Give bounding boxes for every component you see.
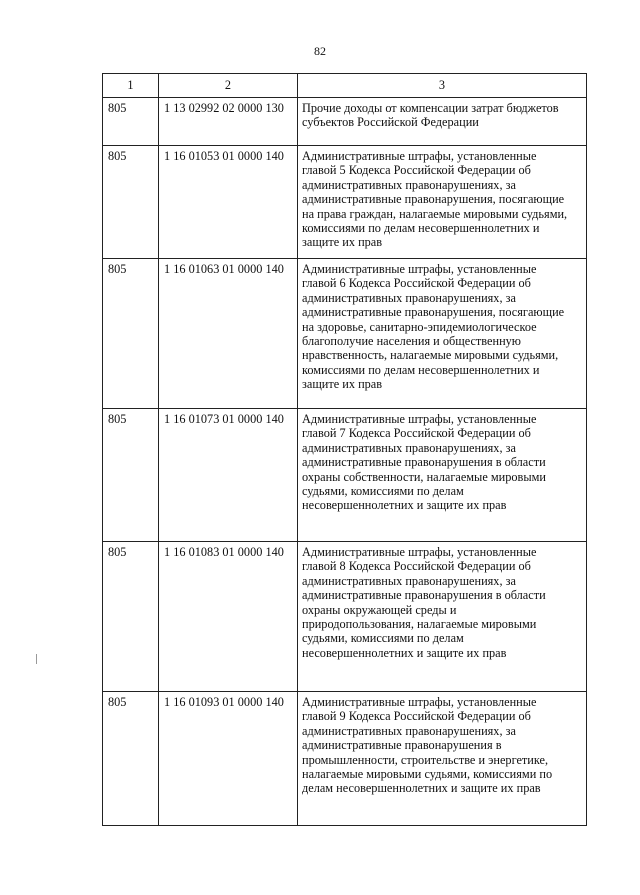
description-line: Административные штрафы, установленные	[302, 695, 537, 709]
scan-artifact	[36, 654, 37, 664]
table-row	[103, 259, 587, 409]
column-header-2: 2	[159, 74, 298, 98]
description-line: промышленности, строительстве и энергетике,	[302, 752, 549, 767]
revenue-description-cell	[298, 259, 587, 409]
revenue-codes-table	[102, 73, 587, 826]
description-line: административные правонарушения в	[302, 738, 502, 753]
description-line: защите их прав	[302, 235, 383, 250]
revenue-description-cell	[298, 542, 587, 692]
description-line: главой 7 Кодекса Российской Федерации об	[302, 426, 531, 441]
revenue-description-cell	[298, 692, 587, 826]
description-line: административных правонарушениях, за	[302, 573, 516, 588]
budget-classification-code-cell: 1 16 01083 01 0000 140	[159, 542, 298, 692]
admin-code-cell: 805	[103, 692, 159, 826]
description-line: защите их прав	[302, 377, 383, 392]
description-line: охраны окружающей среды и	[302, 602, 457, 617]
table-header-row	[103, 74, 587, 98]
table-row	[103, 98, 587, 146]
description-line: Административные штрафы, установленные	[302, 545, 537, 559]
budget-classification-code-cell: 1 16 01093 01 0000 140	[159, 692, 298, 826]
budget-classification-code-cell: 1 13 02992 02 0000 130	[159, 98, 298, 146]
description-line: административных правонарушениях, за	[302, 177, 516, 192]
description-line: нравственность, налагаемые мировыми судьями,	[302, 348, 559, 363]
revenue-description-cell	[298, 146, 587, 259]
table-row	[103, 542, 587, 692]
description-line: административных правонарушениях, за	[302, 290, 516, 305]
column-header-1: 1	[103, 74, 159, 98]
description-line: Прочие доходы от компенсации затрат бюджетов	[302, 101, 559, 115]
description-line: благополучие населения и общественную	[302, 334, 521, 349]
description-line: природопользования, налагаемые мировыми	[302, 617, 537, 632]
description-line: субъектов Российской Федерации	[302, 115, 479, 130]
budget-classification-code-cell: 1 16 01053 01 0000 140	[159, 146, 298, 259]
column-header-3: 3	[298, 74, 587, 98]
revenue-description-cell	[298, 409, 587, 542]
description-line: судьями, комиссиями по делам	[302, 631, 464, 646]
description-line: административные правонарушения в области	[302, 588, 546, 603]
table-row	[103, 409, 587, 542]
description-line: главой 8 Кодекса Российской Федерации об	[302, 559, 531, 574]
description-line: несовершеннолетних и защите их прав	[302, 498, 507, 513]
description-line: административные правонарушения в области	[302, 455, 546, 470]
description-line: на здоровье, санитарно-эпидемиологическое	[302, 319, 537, 334]
admin-code-cell: 805	[103, 542, 159, 692]
description-line: Административные штрафы, установленные	[302, 262, 537, 276]
admin-code-cell: 805	[103, 146, 159, 259]
admin-code-cell: 805	[103, 409, 159, 542]
description-line: главой 6 Кодекса Российской Федерации об	[302, 276, 531, 291]
description-line: Административные штрафы, установленные	[302, 412, 537, 426]
description-line: Административные штрафы, установленные	[302, 149, 537, 163]
page-number: 82	[314, 44, 326, 58]
description-line: комиссиями по делам несовершеннолетних и	[302, 362, 540, 377]
revenue-description-cell	[298, 98, 587, 146]
description-line: судьями, комиссиями по делам	[302, 484, 464, 499]
admin-code-cell: 805	[103, 98, 159, 146]
description-line: главой 9 Кодекса Российской Федерации об	[302, 709, 531, 724]
table-row	[103, 146, 587, 259]
description-line: на права граждан, налагаемые мировыми судьями,	[302, 206, 568, 221]
table-row	[103, 692, 587, 826]
budget-classification-code-cell: 1 16 01073 01 0000 140	[159, 409, 298, 542]
description-line: комиссиями по делам несовершеннолетних и	[302, 221, 540, 236]
description-line: налагаемые мировыми судьями, комиссиями по	[302, 767, 553, 782]
description-line: несовершеннолетних и защите их прав	[302, 645, 507, 660]
description-line: административные правонарушения, посягающие	[302, 192, 565, 207]
description-line: охраны собственности, налагаемые мировыми	[302, 469, 546, 484]
admin-code-cell: 805	[103, 259, 159, 409]
description-line: делам несовершеннолетних и защите их прав	[302, 781, 541, 796]
description-line: административные правонарушения, посягающие	[302, 305, 565, 320]
description-line: административных правонарушениях, за	[302, 723, 516, 738]
description-line: главой 5 Кодекса Российской Федерации об	[302, 163, 531, 178]
description-line: административных правонарушениях, за	[302, 440, 516, 455]
budget-classification-code-cell: 1 16 01063 01 0000 140	[159, 259, 298, 409]
